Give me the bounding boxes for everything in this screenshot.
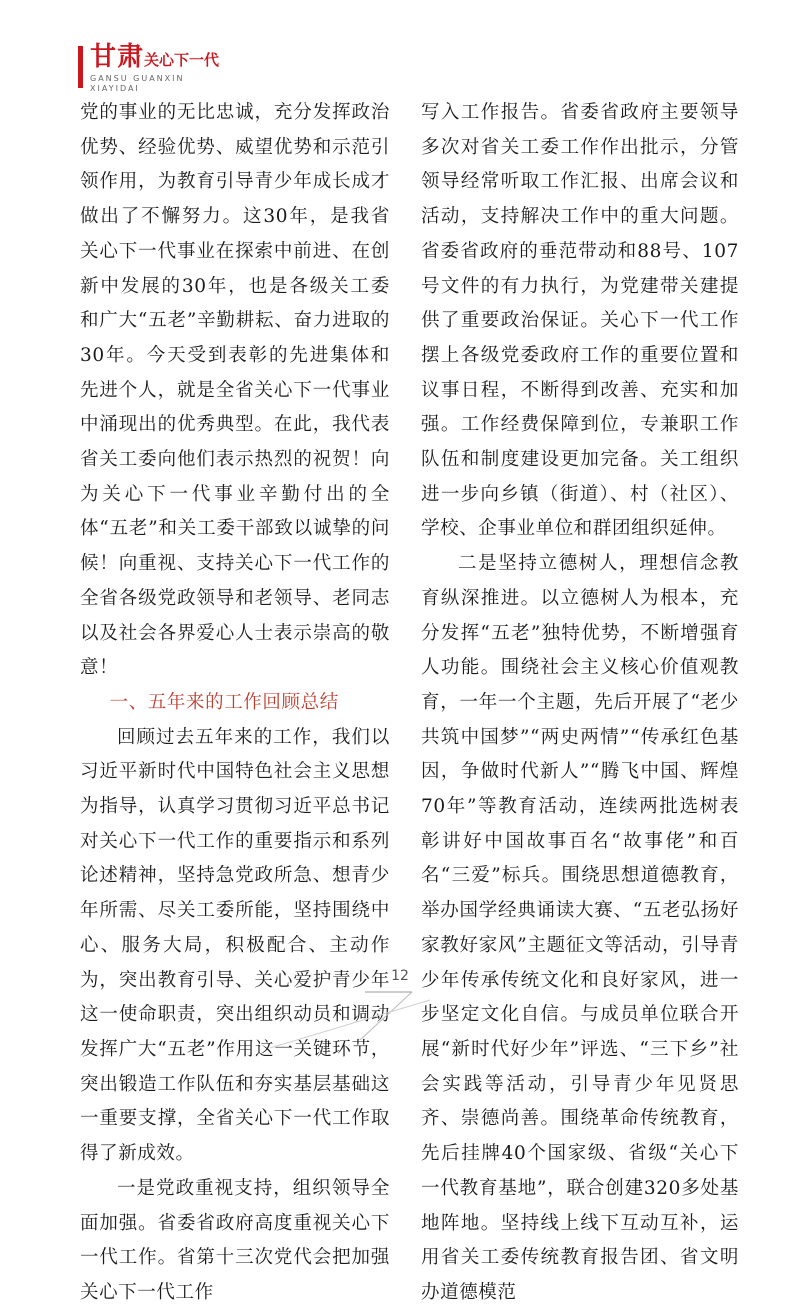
- logo-english-line-1: GANSU GUANXIN: [90, 74, 185, 83]
- paragraph: 写入工作报告。省委省政府主要领导多次对省关工委工作作出批示，分管领导经常听取工作汇报、出席会议和活动，支持解决工作中的重大问题。省委省政府的垂范带动和88号、107号文件的有力执行，为党建带关建提供了重要政治保证。关心下一代工作摆上各级党委政府工作的重要位置和议事日程，不断得到改善、充实和加强。工作经费保障到位，专兼职工作队伍和制度建设更加完备。关工组织进一步向乡镇（街道）、村（社区）、学校、企事业单位和群团组织延伸。: [421, 102, 739, 540]
- paragraph: 党的事业的无比忠诚，充分发挥政治优势、经验优势、威望优势和示范引领作用，为教育引导青少年成长成才做出了不懈努力。这30年，是我省关心下一代事业在探索中前进、在创新中发展的30年，也是各级关工委和广大“五老”辛勤耕耘、奋力进取的30年。今天受到表彰的先进集体和先进个人，就是全省关心下一代事业中涌现出的优秀典型。在此，我代表省关工委向他们表示热烈的祝贺！向为关心下一代事业辛勤付出的全体“五老”和关工委干部致以诚挚的问候！向重视、支持关心下一代工作的全省各级党政领导和老领导、老同志以及社会各界爱心人士表示崇高的敬意！: [80, 102, 390, 679]
- paragraph: 二是坚持立德树人，理想信念教育纵深推进。以立德树人为根本，充分发挥“五老”独特优势，不断增强育人功能。围绕社会主义核心价值观教育，一年一个主题，先后开展了“老少共筑中国梦”“两史两情”“传承红色基因，争做时代新人”“腾飞中国、辉煌70年”等教育活动，连续两批选树表彰讲好中国故事百名“故事佬”和百名“三爱”标兵。围绕思想道德教育，举办国学经典诵读大赛、“五老弘扬好家教好家风”主题征文等活动，引导青少年传承传统文化和良好家风，进一步坚定文化自信。与成员单位联合开展“新时代好少年”评选、“三下乡”社会实践等活动，引导青少年见贤思齐、崇德尚善。围绕革命传统教育，先后挂牌40个国家级、省级“关心下一代教育基地”，联合创建320多处基地阵地。坚持线上线下互动互补，运用省关工委传统教育报告团、省文明办道德模范: [421, 553, 739, 1303]
- paragraph: 回顾过去五年来的工作，我们以习近平新时代中国特色社会主义思想为指导，认真学习贯彻习近平总书记对关心下一代工作的重要指示和系列论述精神，坚持急党政所急、想青少年所需、尽关工委所能，坚持围绕中心、服务大局，积极配合、主动作为，突出教育引导、关心爱护青少年这一使命职责，突出组织动员和调动发挥广大“五老”作用这一关键环节，突出锻造工作队伍和夯实基层基础这一重要支撑，全省关心下一代工作取得了新成效。: [80, 726, 390, 1165]
- page-number: 12: [391, 968, 409, 984]
- logo-english-line-2: XIAYIDAI: [90, 84, 140, 93]
- paragraph: 一是党政重视支持，组织领导全面加强。省委省政府高度重视关心下一代工作。省第十三次党代会把加强关心下一代工作: [80, 1177, 390, 1303]
- section-heading: 一、五年来的工作回顾总结: [109, 691, 339, 713]
- logo-title-sub: 关心下一代: [144, 51, 220, 69]
- logo-title-main: 甘肃: [90, 42, 145, 72]
